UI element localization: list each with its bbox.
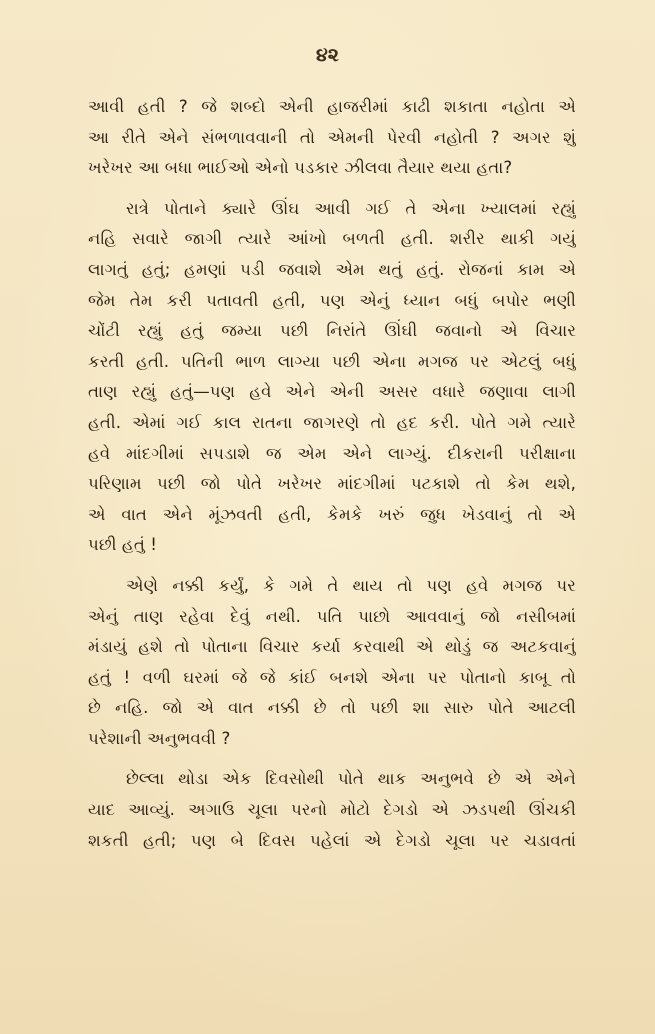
page-number: ૪૨ — [316, 44, 339, 66]
text-line: રાત્રે પોતાને ક્યારે ઊંઘ આવી ગઈ તે એના ખ્યાલમાં રહ્યું — [126, 198, 576, 218]
text-line: ખરેખર આ બધા ભાઈઓ એનો પડકાર ઝીલવા તૈયાર થયા હતા? — [88, 158, 513, 178]
text-line: છેલ્લા થોડા એક દિવસોથી પોતે થાક અનુભવે છે એ એને — [126, 769, 576, 789]
text-line: છે નહિ. જો એ વાત નક્કી છે તો પછી શા સારુ પોતે આટલી — [88, 698, 576, 718]
text-line: હતી. એમાં ગઈ કાલ રાતના જાગરણે તો હદ કરી. પોતે ગમે ત્યારે — [88, 412, 576, 432]
text-line: લાગતું હતું; હમણાં પડી જવાશે એમ થતું હતું. રોજનાં કામ એ — [88, 259, 576, 279]
text-line: હવે માંદગીમાં સપડાશે જ એમ એને લાગ્યું. દીકરાની પરીક્ષાના — [88, 443, 576, 463]
body-text — [88, 92, 576, 856]
text-line: જેમ તેમ કરી પતાવતી હતી, પણ એનું ધ્યાન બધું બપોર ભણી — [88, 290, 576, 310]
text-line: નહિ સવારે જાગી ત્યારે આંખો બળતી હતી. શરીર થાકી ગયું — [88, 229, 576, 249]
text-line: એ વાત એને મૂંઝવતી હતી, કેમકે ખરું જુધ ખેડવાનું તો એ — [88, 504, 576, 524]
paragraph-4 — [88, 764, 576, 856]
text-line: યાદ આવ્યું. અગાઉ ચૂલા પરનો મોટો દેગડો એ ઝડપથી ઊંચકી — [88, 800, 576, 820]
text-line: કરતી હતી. પતિની ભાળ લાગ્યા પછી એના મગજ પર એટલું બધું — [88, 351, 576, 371]
text-line: એનું તાણ રહેવા દેવું નથી. પતિ પાછો આવવાનું જો નસીબમાં — [88, 606, 576, 626]
paragraph-1 — [88, 92, 576, 184]
text-line: આ રીતે એને સંભળાવવાની તો એમની પેરવી નહોતી ? અગર શું — [88, 127, 576, 147]
text-line: પરિણામ પછી જો પોતે ખરેખર માંદગીમાં પટકાશે તો કેમ થશે, — [88, 474, 576, 494]
text-line: પછી હતું ! — [88, 535, 158, 555]
text-line: પરેશાની અનુભવવી ? — [88, 728, 231, 748]
paragraph-2 — [88, 194, 576, 561]
text-line: આવી હતી ? જે શબ્દો એની હાજરીમાં કાઢી શકાતા નહોતા એ — [88, 97, 576, 116]
text-line: એણે નક્કી કર્યું, કે ગમે તે થાય તો પણ હવે મગજ પર — [126, 575, 576, 595]
paragraph-3 — [88, 571, 576, 755]
text-line: હતું ! વળી ઘરમાં જે જે કાંઈ બનશે એના પર પોતાનો કાબૂ તો — [88, 667, 576, 687]
text-line: શકતી હતી; પણ બે દિવસ પહેલાં એ દેગડો ચૂલા પર ચડાવતાં — [88, 830, 576, 850]
text-line: મંડાયું હશે તો પોતાના વિચાર કર્યા કરવાથી એ થોડું જ અટકવાનું — [88, 637, 576, 657]
text-line: ચોંટી રહ્યું હતું જમ્યા પછી નિરાંતે ઊંઘી જવાનો એ વિચાર — [88, 321, 576, 341]
text-line: તાણ રહ્યું હતું—પણ હવે એને એની અસર વધારે જણાવા લાગી — [88, 382, 576, 402]
